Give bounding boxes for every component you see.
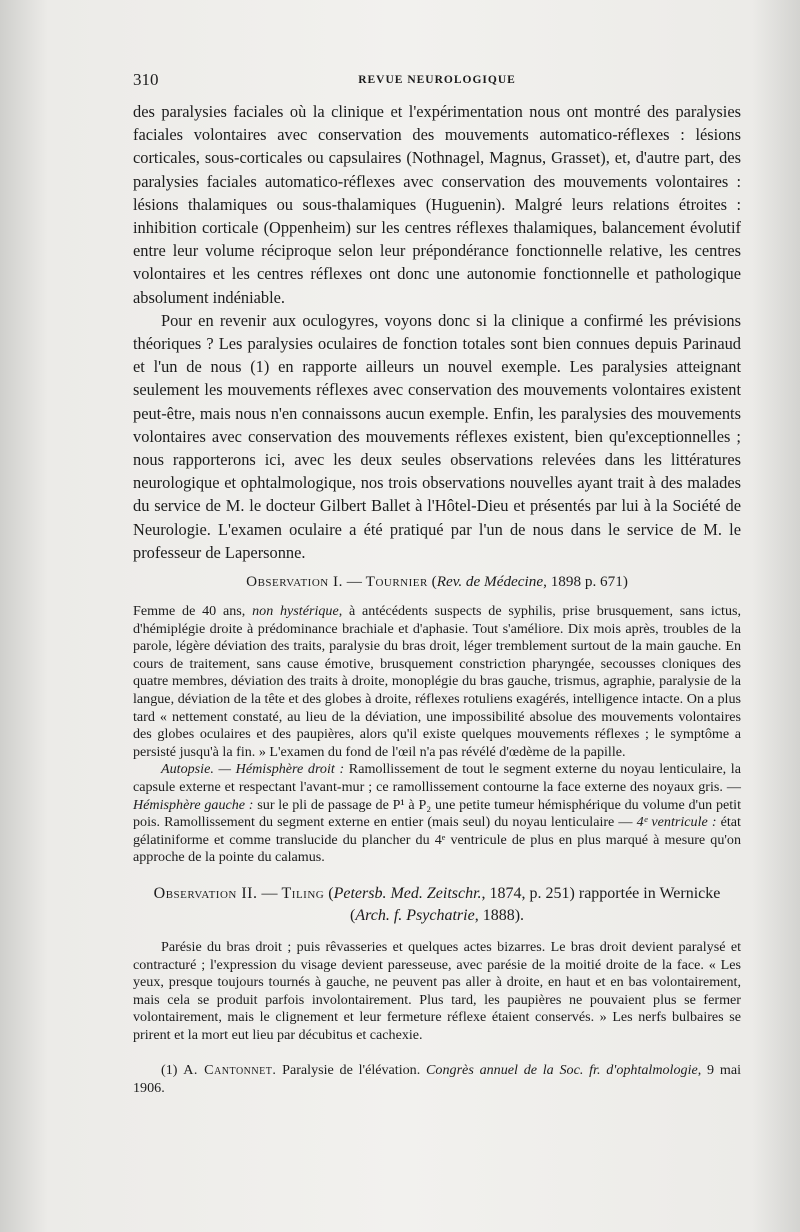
footnote-marker: (1) (161, 1061, 184, 1078)
observation-label: Observation I. (246, 573, 343, 591)
heading-text: , 1874, p. 251) rapportée in Wernicke ( (349, 884, 721, 924)
footnote-author: A. Cantonnet. (183, 1061, 277, 1078)
heading-text: ( (427, 573, 437, 591)
heading-dash: — (342, 573, 366, 591)
observation-1-heading (133, 571, 741, 593)
heading-dash: — (257, 884, 282, 902)
observation-label: Observation II. (153, 884, 258, 902)
italic-text: 4ᵉ ventricule : (636, 814, 717, 831)
text: Femme de 40 ans, (133, 603, 253, 620)
text: sur le pli de passage de P¹ à P₂ une petite tumeur hémisphérique du volume d'un petit pois. Ramollissement du segment externe en entier (mais seul) du noyau lenticulaire — (133, 796, 741, 831)
footnote-venue: Congrès annuel de la Soc. fr. d'ophtalmologie (426, 1061, 698, 1078)
footnote-title: Paralysie de l'élévation. (276, 1061, 427, 1078)
paragraph: Pour en revenir aux oculogyres, voyons donc si la clinique a confirmé les prévisions théoriques ? Les paralysies oculaires de fonction totales sont bien connues depuis Parinaud et l'un de nous (1) en rapporte ailleurs un nouvel exemple. Les paralysies atteignant seulement les mouvements réflexes avec conservation des mouvements volontaires existent peut-être, mais nous n'en connaissons aucun exemple. Enfin, les paralysies des mouvements volontaires avec conservation des mouvements réflexes existent, bien qu'exceptionnelles ; nous rapporterons ici, avec les deux seules observations relevées dans les littératures neurologique et ophtalmologique, nos trois observations nouvelles ayant trait à des malades du service de M. le docteur Gilbert Ballet à l'Hôtel-Dieu et présentés par lui à la Société de Neurologie. L'examen oculaire a été pratiqué par l'un de nous dans le service de M. le professeur de Lapersonne. (133, 310, 741, 562)
text: Ramollissement de tout le segment externe du noyau lenticulaire, la capsule externe et respectant l'avant-mur ; ce ramollissement contourne la face externe des noyaux gris. — (133, 761, 741, 795)
observation-1-text (133, 603, 741, 761)
footnote-date: , 9 mai 1906. (133, 1061, 741, 1097)
page-number: 310 (133, 70, 159, 89)
article-body (133, 100, 741, 1098)
heading-text: , 1898 p. 671) (543, 573, 628, 591)
journal-title: Rev. de Médecine (436, 573, 544, 591)
heading-text: , 1888). (474, 906, 525, 924)
footnote (133, 1061, 741, 1098)
running-title: REVUE NEUROLOGIQUE (358, 74, 516, 86)
paragraph: des paralysies faciales où la clinique et l'expérimentation nous ont montré des paralysies faciales volontaires avec conservation des mouvements automatico-réflexes : lésions corticales, sous-corticales ou capsulaires (Nothnagel, Magnus, Grasset), et, d'autre part, des paralysies faciales automatico-réflexes avec conservation des mouvements volontaires : lésions thalamiques ou sous-thalamiques (Huguenin). Malgré leurs relations étroites : inhibition corticale (Oppenheim) sur les centres réflexes thalamiques, balancement évolutif entre leur volume réciproque selon leur prépondérance fonctionnelle relative, les centres volontaires et les centres réflexes ont donc une autonomie fonctionnelle et pathologique absolument indéniable. (133, 102, 741, 307)
journal-title: Petersb. Med. Zeitschr. (333, 884, 482, 902)
journal-title: Arch. f. Psychatrie (355, 906, 475, 924)
italic-text: Hémisphère gauche : (133, 796, 254, 813)
text: , à antécédents suspects de syphilis, prise brusquement, sans ictus, d'hémiplégie droite à prédominance brachiale et d'aphasie. Tout s'améliore. Dix mois après, troubles de la parole, légère déviation des traits, paralysie du bras droit, léger tremblement surtout de la main gauche. En cours de traitement, sans cause émotive, brusquement constriction pharyngée, secousses cloniques des quatre membres, déviation des traits à droite, monoplégie du bras gauche, trismus, agraphie, paralysie de la langue, déviation de la tête et des globes à droite, réflexes rotuliens exagérés, intelligence intacte. On a plus tard « nettement constaté, au lieu de la déviation, une impossibilité absolue des mouvements volontaires des globes oculaires et des paupières, alors qu'il existe quelques mouvements réflexes ; le symptôme a persisté jusqu'à la fin. » L'examen du fond de l'œil n'a pas révélé d'œdème de la papille. (133, 603, 741, 760)
observation-1-autopsy (133, 761, 741, 867)
observation-author: Tournier (365, 573, 428, 591)
observation-2-heading (133, 883, 741, 927)
page-header (133, 70, 741, 92)
observation-2-text: Parésie du bras droit ; puis rêvasseries et quelques actes bizarres. Le bras droit devient paralysé et contracturé ; l'expression du visage devient paresseuse, avec parésie de la moitié droite de la face. « Les yeux, presque toujours tournés à gauche, ne peuvent pas aller à droite, en haut et en bas volontairement, mais cela se produit parfois involontairement. Plus tard, les paupières ne pouvaient plus se fermer volontairement, mais le clignement et leur fermeture réflexe étaient conservés. » Les nerfs bulbaires se prirent et la mort eut lieu par décubitus et cachexie. (133, 938, 741, 1043)
autopsy-label: Autopsie. — Hémisphère droit : (161, 761, 345, 778)
heading-text: ( (324, 884, 334, 902)
italic-text: non hystérique (252, 603, 339, 620)
text: état gélatiniforme et comme translucide du plancher du 4ᵉ ventricule de plus en plus marqué à mesure qu'on approche de la pointe du calamus. (133, 814, 741, 866)
observation-author: Tiling (281, 884, 325, 902)
